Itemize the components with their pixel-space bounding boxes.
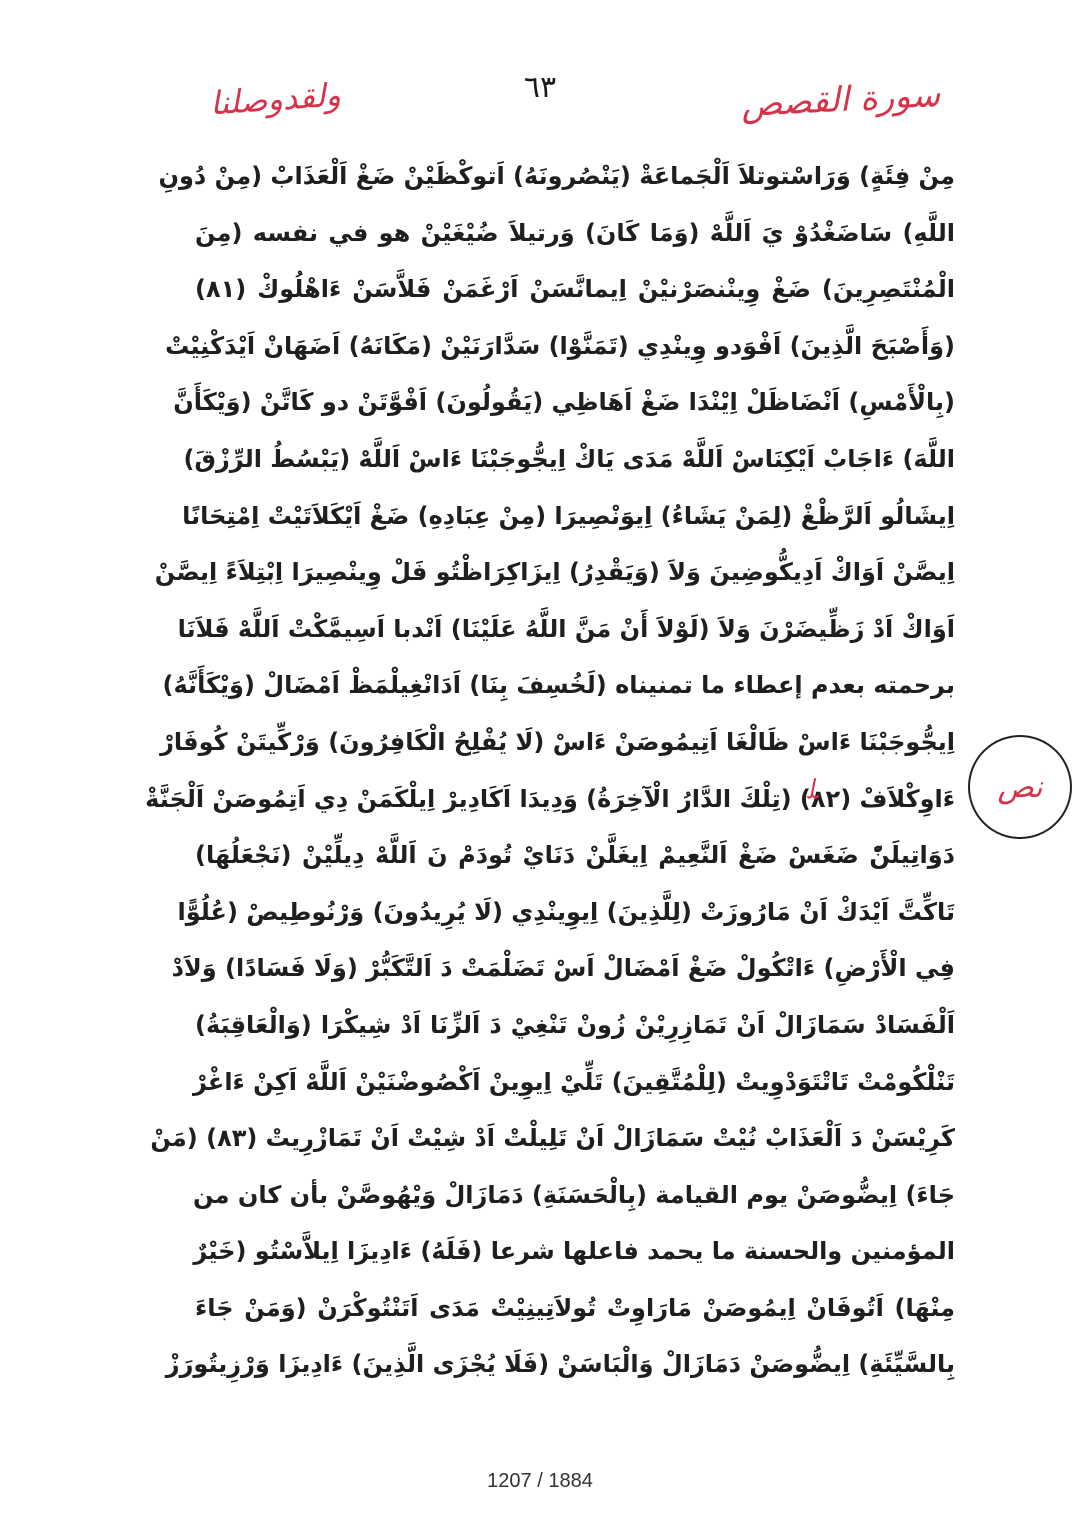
text-line: جَاءَ) اِيضُّوصَنْ يوم القيامة (بِالْحَسَنَةِ) دَمَازَالْ وَيْهُوصَّنْ بأن كان من xyxy=(193,1180,955,1209)
text-line: مِنْهَا) اَتُوفَانْ اِيمُوصَنْ مَارَاوِتْ تُولاَتِينِيْتْ مَدَى اَتَنْتُوكْرَنْ (وَمَنْ جَاءَ xyxy=(195,1293,955,1322)
text-line: اَوَاكْ اَدْ زَظِّيضَرْنَ وَلاَ (لَوْلاَ أَنْ مَنَّ اللَّهُ عَلَيْنَا) اَنْدبا اَسِيمَّكْتْ اَللَّهْ فَلاَنَا xyxy=(177,614,955,643)
text-line: بِالسَّيِّئَةِ) اِيضُّوصَنْ دَمَازَالْ وَالْبَاسَنْ (فَلَا يُجْزَى الَّذِينَ) ءَادِيزَا وَرْزِيتُورَزْ xyxy=(165,1350,955,1379)
text-line: اللَّهِ) سَاضَغْدُوْ يَ اَللَّهْ (وَمَا كَانَ) وَرتيلاَ ضُيْغَيْنْ هو في نفسه (مِنَ xyxy=(195,218,955,247)
text-line: الْمُنْتَصِرِينَ) ضَغْ وِينْنصَرْنيْنْ اِيمانَّسَنْ اَرْغَمَنْ فَلاَّسَنْ ءَاهْلُوكْ (٨١) xyxy=(195,275,955,304)
text-line: اِيصَّنْ اَوَاكْ اَدِيكُّوضِينَ وَلاَ (وَيَقْدِرُ) اِيزَاكِرَاظْتُو فَلْ وِينْصِيرَا اِبْتِلاَءً اِيصَّنْ xyxy=(154,558,955,587)
text-line: برحمته بعدم إعطاء ما تمنيناه (لَخُسِفَ بِنَا) اَدَانْغِيلْمَظْ اَمْضَالْ (وَيْكَأَنَّهُ) xyxy=(162,671,955,700)
page-number: ٦٣ xyxy=(523,70,557,105)
text-line: مِنْ فِئَةٍ) وَرَاسْتوتلاَ اَلْجَماعَةْ (يَنْصُرونَهُ) اَتوكْظَيْنْ ضَغْ اَلْعَذَابْ (مِنْ دُونِ xyxy=(158,162,955,190)
text-line: (وَأَصْبَحَ الَّذِينَ) اَفْوَدو وِينْدِي (تَمَنَّوْا) سَدَّارَنَيْنْ (مَكَانَهُ) اَضَهَانْ اَيْدَكْنِيْتْ xyxy=(165,331,955,360)
text-line: ءَاوِكْلاَفْ (٨٢) (تِلْكَ الدَّارُ الْآخِرَةُ) وَدِيدَا اَكَادِيرْ اِيلْكَمَنْ دِي اَتِمُوصَنْ اَلْجَنَّةْ xyxy=(145,784,955,813)
section-note-handwritten: ولقدوصلنا xyxy=(208,75,342,123)
text-line: المؤمنين والحسنة ما يحمد فاعلها شرعا (فَلَهُ) ءَادِيزَا اِيلاَّسْتُو (خَيْرٌ xyxy=(193,1237,955,1266)
text-line: كَرِيْسَنْ دَ اَلْعَذَابْ نُيْتْ سَمَازَالْ اَنْ تَلِيلْتْ اَدْ شِيْتْ اَنْ تَمَازْرِيتْ (٨٣) (مَنْ xyxy=(150,1124,955,1153)
text-line: تَاكِّتَّ اَيْدَكْ اَنْ مَارُوزَتْ (لِلَّذِينَ) اِيوِينْدِي (لَا يُرِيدُونَ) وَرْنُوطِيصْ (عُلُوًّا xyxy=(177,897,955,926)
text-line: تَنْلْكُومْتْ تَاتْتَوَدْوِيتْ (لِلْمُتَّقِينَ) تَلِّيْ اِيوِينْ اَكْصُوضْنَيْنْ اَللَّهْ اَكِنْ ءَاغْرْ xyxy=(193,1067,955,1096)
margin-note-circle xyxy=(968,735,1072,839)
text-line: اِيجُّوجَبْنَا ءَاسْ ظَالْغَا اَتِيمُوصَنْ ءَاسْ (لَا يُفْلِحُ الْكَافِرُونَ) وَرْكِّيتَنْ كُوفَارْ xyxy=(160,727,955,756)
body-text xyxy=(145,148,955,1393)
margin-note-label: نص xyxy=(997,769,1043,805)
text-line: اِيشَالُو اَلرَّظْغْ (لِمَنْ يَشَاءُ) اِيوَنْصِيرَا (مِنْ عِبَادِهِ) ضَغْ اَيْكَلاَتَيْتْ اِمْتِحَانًا xyxy=(182,501,955,530)
text-line: (بِالْأَمْسِ) اَنْضَاظَلْ اِيْنْدَا ضَغْ اَهَاظِي (يَقُولُونَ) اَفْوَّتَنْ دو كَاتَّنْ (وَيْكَأَنَّ xyxy=(173,388,955,417)
red-pen-mark-icon xyxy=(806,778,820,804)
text-line: اللَّهَ) ءَاجَابْ اَيْكِنَاسْ اَللَّهْ مَدَى يَاكْ اِيجُّوجَبْنَا ءَاسْ اَللَّهْ (يَبْسُطُ الرِّزْقَ) xyxy=(183,444,955,473)
surah-title-handwritten: سورة القصص xyxy=(739,74,941,126)
text-line: اَلْفَسَادْ سَمَازَالْ اَنْ تَمَازِرِيْنْ زُونْ تَنْغِيْ دَ اَلزِّنَا اَدْ شِيكْرَا (وَالْعَاقِبَةُ) xyxy=(195,1010,955,1039)
text-line: دَوَاتِيلَنّْ ضَغَسْ ضَغْ اَلنَّعِيمْ اِيغَلَّنْ دَنَايْ تُودَمْ نَ اَللَّهْ دِيلِّيْنْ (نَجْعَلُهَا) xyxy=(195,841,955,870)
page-counter: 1207 / 1884 xyxy=(487,1470,593,1492)
text-line: فِي الْأَرْضِ) ءَاتْكُولْ ضَغْ اَمْضَالْ اَسْ تَضَلْمَتْ دَ اَلتَّكَبُّرْ (وَلَا فَسَادًا) وَلاَدْ xyxy=(171,954,955,983)
